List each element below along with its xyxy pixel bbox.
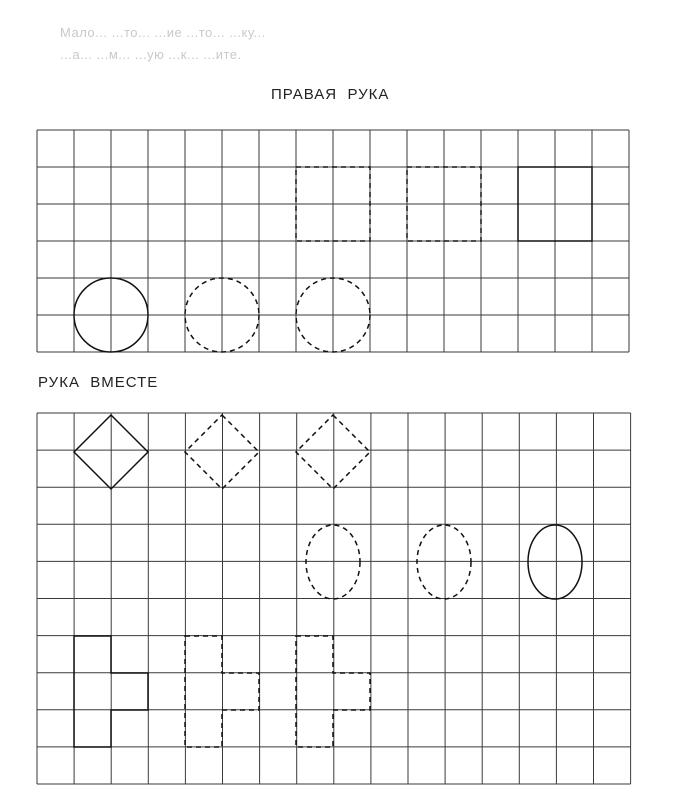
heading-both-hands: РУКА ВМЕСТЕ: [38, 374, 159, 391]
heading-right-hand: ПРАВАЯ РУКА: [271, 86, 390, 103]
oval-dashed-icon: [417, 525, 471, 599]
oval-solid-icon: [528, 525, 582, 599]
t-shape-dashed-icon: [296, 636, 370, 747]
diamond-dashed-icon: [296, 415, 370, 489]
faded-line-2: ...а... ...м... ...ую ...к... ...ите.: [60, 47, 242, 62]
faded-line-1: Мало... ...то... ...ие ...то... ...ку...: [60, 25, 266, 40]
grid2-shapes: [74, 415, 582, 747]
oval-dashed-icon: [306, 525, 360, 599]
